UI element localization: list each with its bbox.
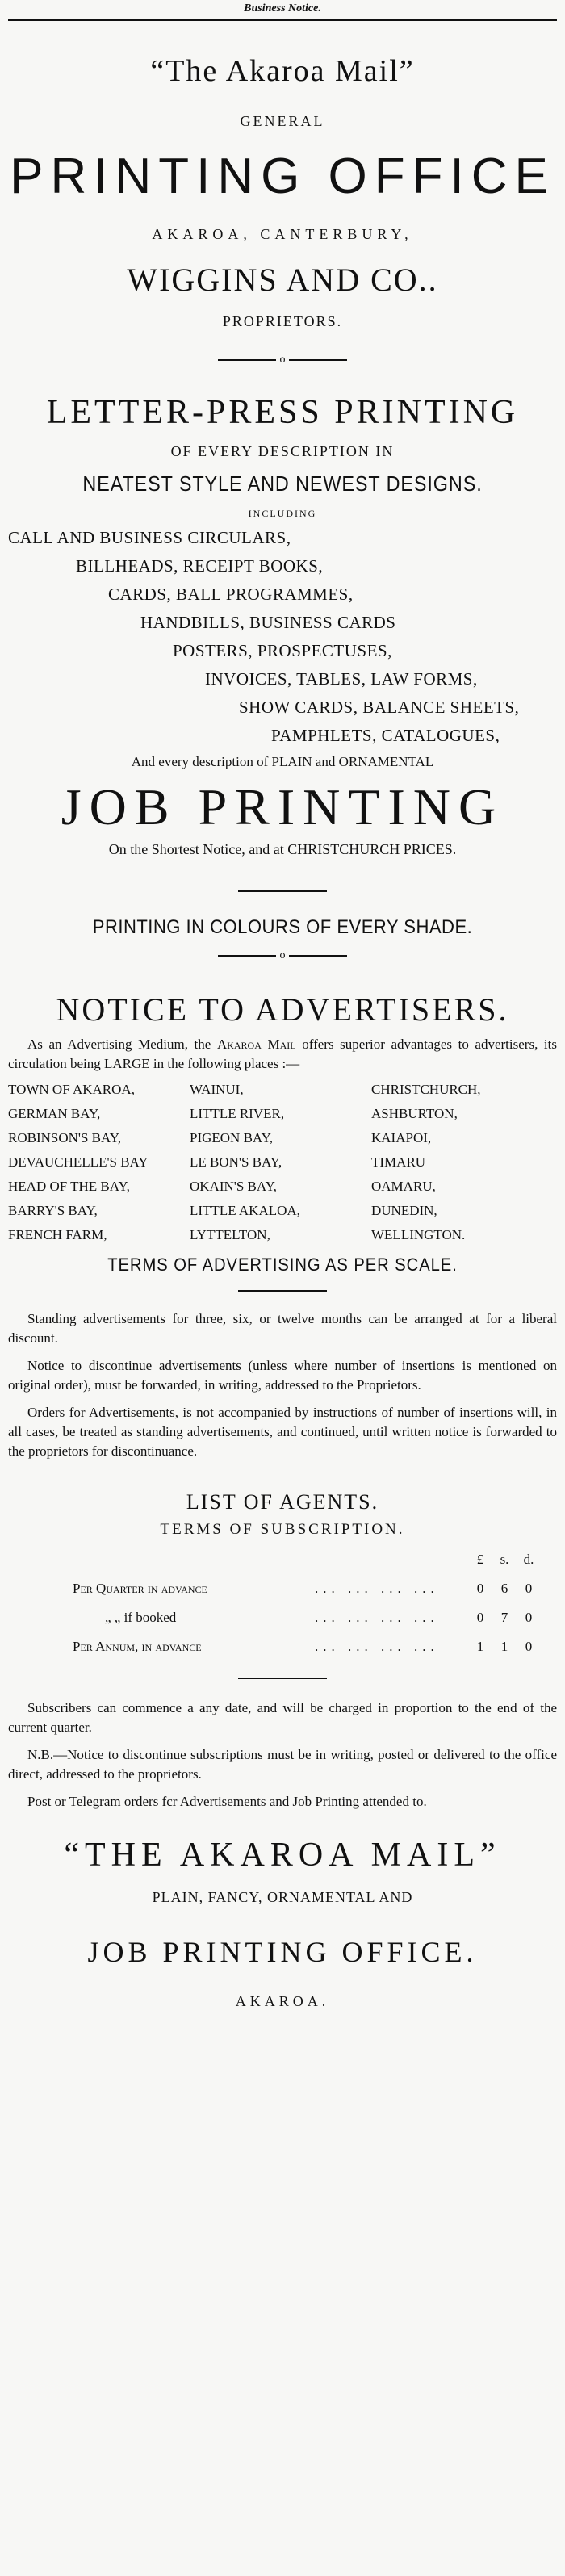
table-row: „ „ if booked ... ... ... ... 0 7 0 [73, 1603, 541, 1632]
rate-label: Per Quarter in advance [73, 1581, 207, 1596]
rate-label: „ „ if booked [105, 1610, 177, 1625]
masthead-title: “The Akaroa Mail” [150, 54, 415, 88]
list-item: SHOW CARDS, BALANCE SHEETS, [239, 697, 520, 717]
list-item: POSTERS, PROSPECTUSES, [173, 641, 392, 660]
town-item: TOWN OF AKAROA, [8, 1082, 135, 1097]
letterpress-shortest: On the Shortest Notice, and at CHRISTCHURCH PRICES. [108, 841, 457, 857]
town-item: BARRY'S BAY, [8, 1203, 98, 1218]
currency-shillings: s. [500, 1552, 509, 1567]
town-item: ROBINSON'S BAY, [8, 1130, 122, 1146]
subscriber-paragraph: Post or Telegram orders fcr Advertisements and Job Printing attended to. [27, 1794, 427, 1809]
table-row: Per Annum, in advance ... ... ... ... 1 1 0 [73, 1632, 541, 1661]
masthead-general: GENERAL [240, 113, 325, 129]
town-item: LE BON'S BAY, [190, 1154, 282, 1170]
rate-dots: ... ... ... ... [315, 1639, 439, 1654]
town-item: KAIAPOI, [371, 1130, 432, 1146]
town-item: OAMARU, [371, 1179, 436, 1194]
rate-dots: ... ... ... ... [315, 1610, 439, 1625]
town-item: WAINUI, [190, 1082, 244, 1097]
town-item: LYTTELTON, [190, 1227, 270, 1242]
letterpress-of-every: OF EVERY DESCRIPTION IN [170, 443, 395, 459]
notice-paragraph: Standing advertisements for three, six, or twelve months can be arranged at for a liberal discount. [8, 1311, 557, 1346]
agents-title: LIST OF AGENTS. [186, 1490, 379, 1514]
subscriber-paragraph: Subscribers can commence a any date, and will be charged in proportion to the end of the current quarter. [8, 1700, 557, 1735]
notice-paragraph: Notice to discontinue advertisements (unless where number of insertions is mentioned on original order), must be forwarded, in writing, addressed to the Proprietors. [8, 1358, 557, 1393]
notice-paragraph: Orders for Advertisements, is not accompanied by instructions of number of insertions will, in all cases, be treated as standing advertisements, and continued, until written notice is forwarded to the proprietors for discontinuance. [8, 1405, 557, 1459]
town-item: CHRISTCHURCH, [371, 1082, 481, 1097]
town-item: ASHBURTON, [371, 1106, 458, 1121]
town-item: DEVAUCHELLE'S BAY [8, 1154, 149, 1170]
subscription-table [73, 1545, 541, 1661]
closing-plain-fancy: PLAIN, FANCY, ORNAMENTAL AND [152, 1889, 413, 1905]
masthead-printing-office: PRINTING OFFICE [10, 149, 555, 204]
printing-items-list [8, 528, 557, 746]
closing-title: “THE AKAROA MAIL” [64, 1837, 501, 1874]
list-item: CALL AND BUSINESS CIRCULARS, [8, 528, 291, 547]
masthead-location: AKAROA, CANTERBURY, [152, 226, 413, 242]
town-item: TIMARU [371, 1154, 426, 1170]
table-header-row [73, 1545, 541, 1574]
masthead-firm: WIGGINS AND CO.. [127, 262, 438, 298]
ornament-divider: o [218, 950, 347, 961]
header-label: Business Notice. [8, 0, 557, 21]
rate-dots: ... ... ... ... [315, 1581, 439, 1596]
currency-pence: d. [523, 1552, 534, 1567]
closing-akaroa: AKAROA. [235, 1993, 330, 2009]
town-item: GERMAN BAY, [8, 1106, 101, 1121]
town-item: LITTLE RIVER, [190, 1106, 285, 1121]
town-item: DUNEDIN, [371, 1203, 437, 1218]
list-item: BILLHEADS, RECEIPT BOOKS, [76, 556, 324, 576]
masthead-proprietors: PROPRIETORS. [222, 313, 343, 329]
job-printing-title: JOB PRINTING [61, 778, 504, 836]
divider-rule [238, 1678, 327, 1679]
subscriber-paragraph: N.B.—Notice to discontinue subscriptions must be in writing, posted or delivered to the office direct, addressed to the proprietors. [8, 1747, 557, 1782]
letterpress-including: INCLUDING [248, 508, 317, 519]
letterpress-title: LETTER-PRESS PRINTING [46, 394, 519, 431]
colours-line: PRINTING IN COLOURS OF EVERY SHADE. [92, 916, 473, 938]
table-row: Per Quarter in advance ... ... ... ... 0 6 0 [73, 1574, 541, 1603]
list-item: INVOICES, TABLES, LAW FORMS, [205, 669, 478, 689]
list-item: HANDBILLS, BUSINESS CARDS [140, 613, 396, 632]
letterpress-neatest: NEATEST STYLE AND NEWEST DESIGNS. [82, 471, 483, 496]
divider-rule [238, 1290, 327, 1292]
notice-intro: As an Advertising Medium, the Akaroa Mail offers superior advantages to advertisers, its circulation being LARGE in the following places :— [8, 1037, 557, 1071]
town-item: FRENCH FARM, [8, 1227, 107, 1242]
notice-title: NOTICE TO ADVERTISERS. [56, 991, 509, 1028]
currency-pounds: £ [476, 1552, 484, 1567]
town-item: LITTLE AKALOA, [190, 1203, 300, 1218]
list-item: PAMPHLETS, CATALOGUES, [271, 726, 500, 745]
town-item: OKAIN'S BAY, [190, 1179, 277, 1194]
letterpress-every-desc: And every description of PLAIN and ORNAMENTAL [131, 754, 434, 769]
terms-line: TERMS OF ADVERTISING AS PER SCALE. [107, 1254, 458, 1275]
rate-label: Per Annum, in advance [73, 1639, 202, 1654]
list-item: CARDS, BALL PROGRAMMES, [108, 584, 354, 604]
divider-rule [238, 890, 327, 892]
ornament-divider: o [218, 354, 347, 366]
towns-grid [8, 1082, 557, 1243]
town-item: PIGEON BAY, [190, 1130, 273, 1146]
closing-job-office: JOB PRINTING OFFICE. [87, 1936, 478, 1968]
town-item: WELLINGTON. [371, 1227, 466, 1242]
subscription-title: TERMS OF SUBSCRIPTION. [160, 1521, 405, 1538]
town-item: HEAD OF THE BAY, [8, 1179, 130, 1194]
